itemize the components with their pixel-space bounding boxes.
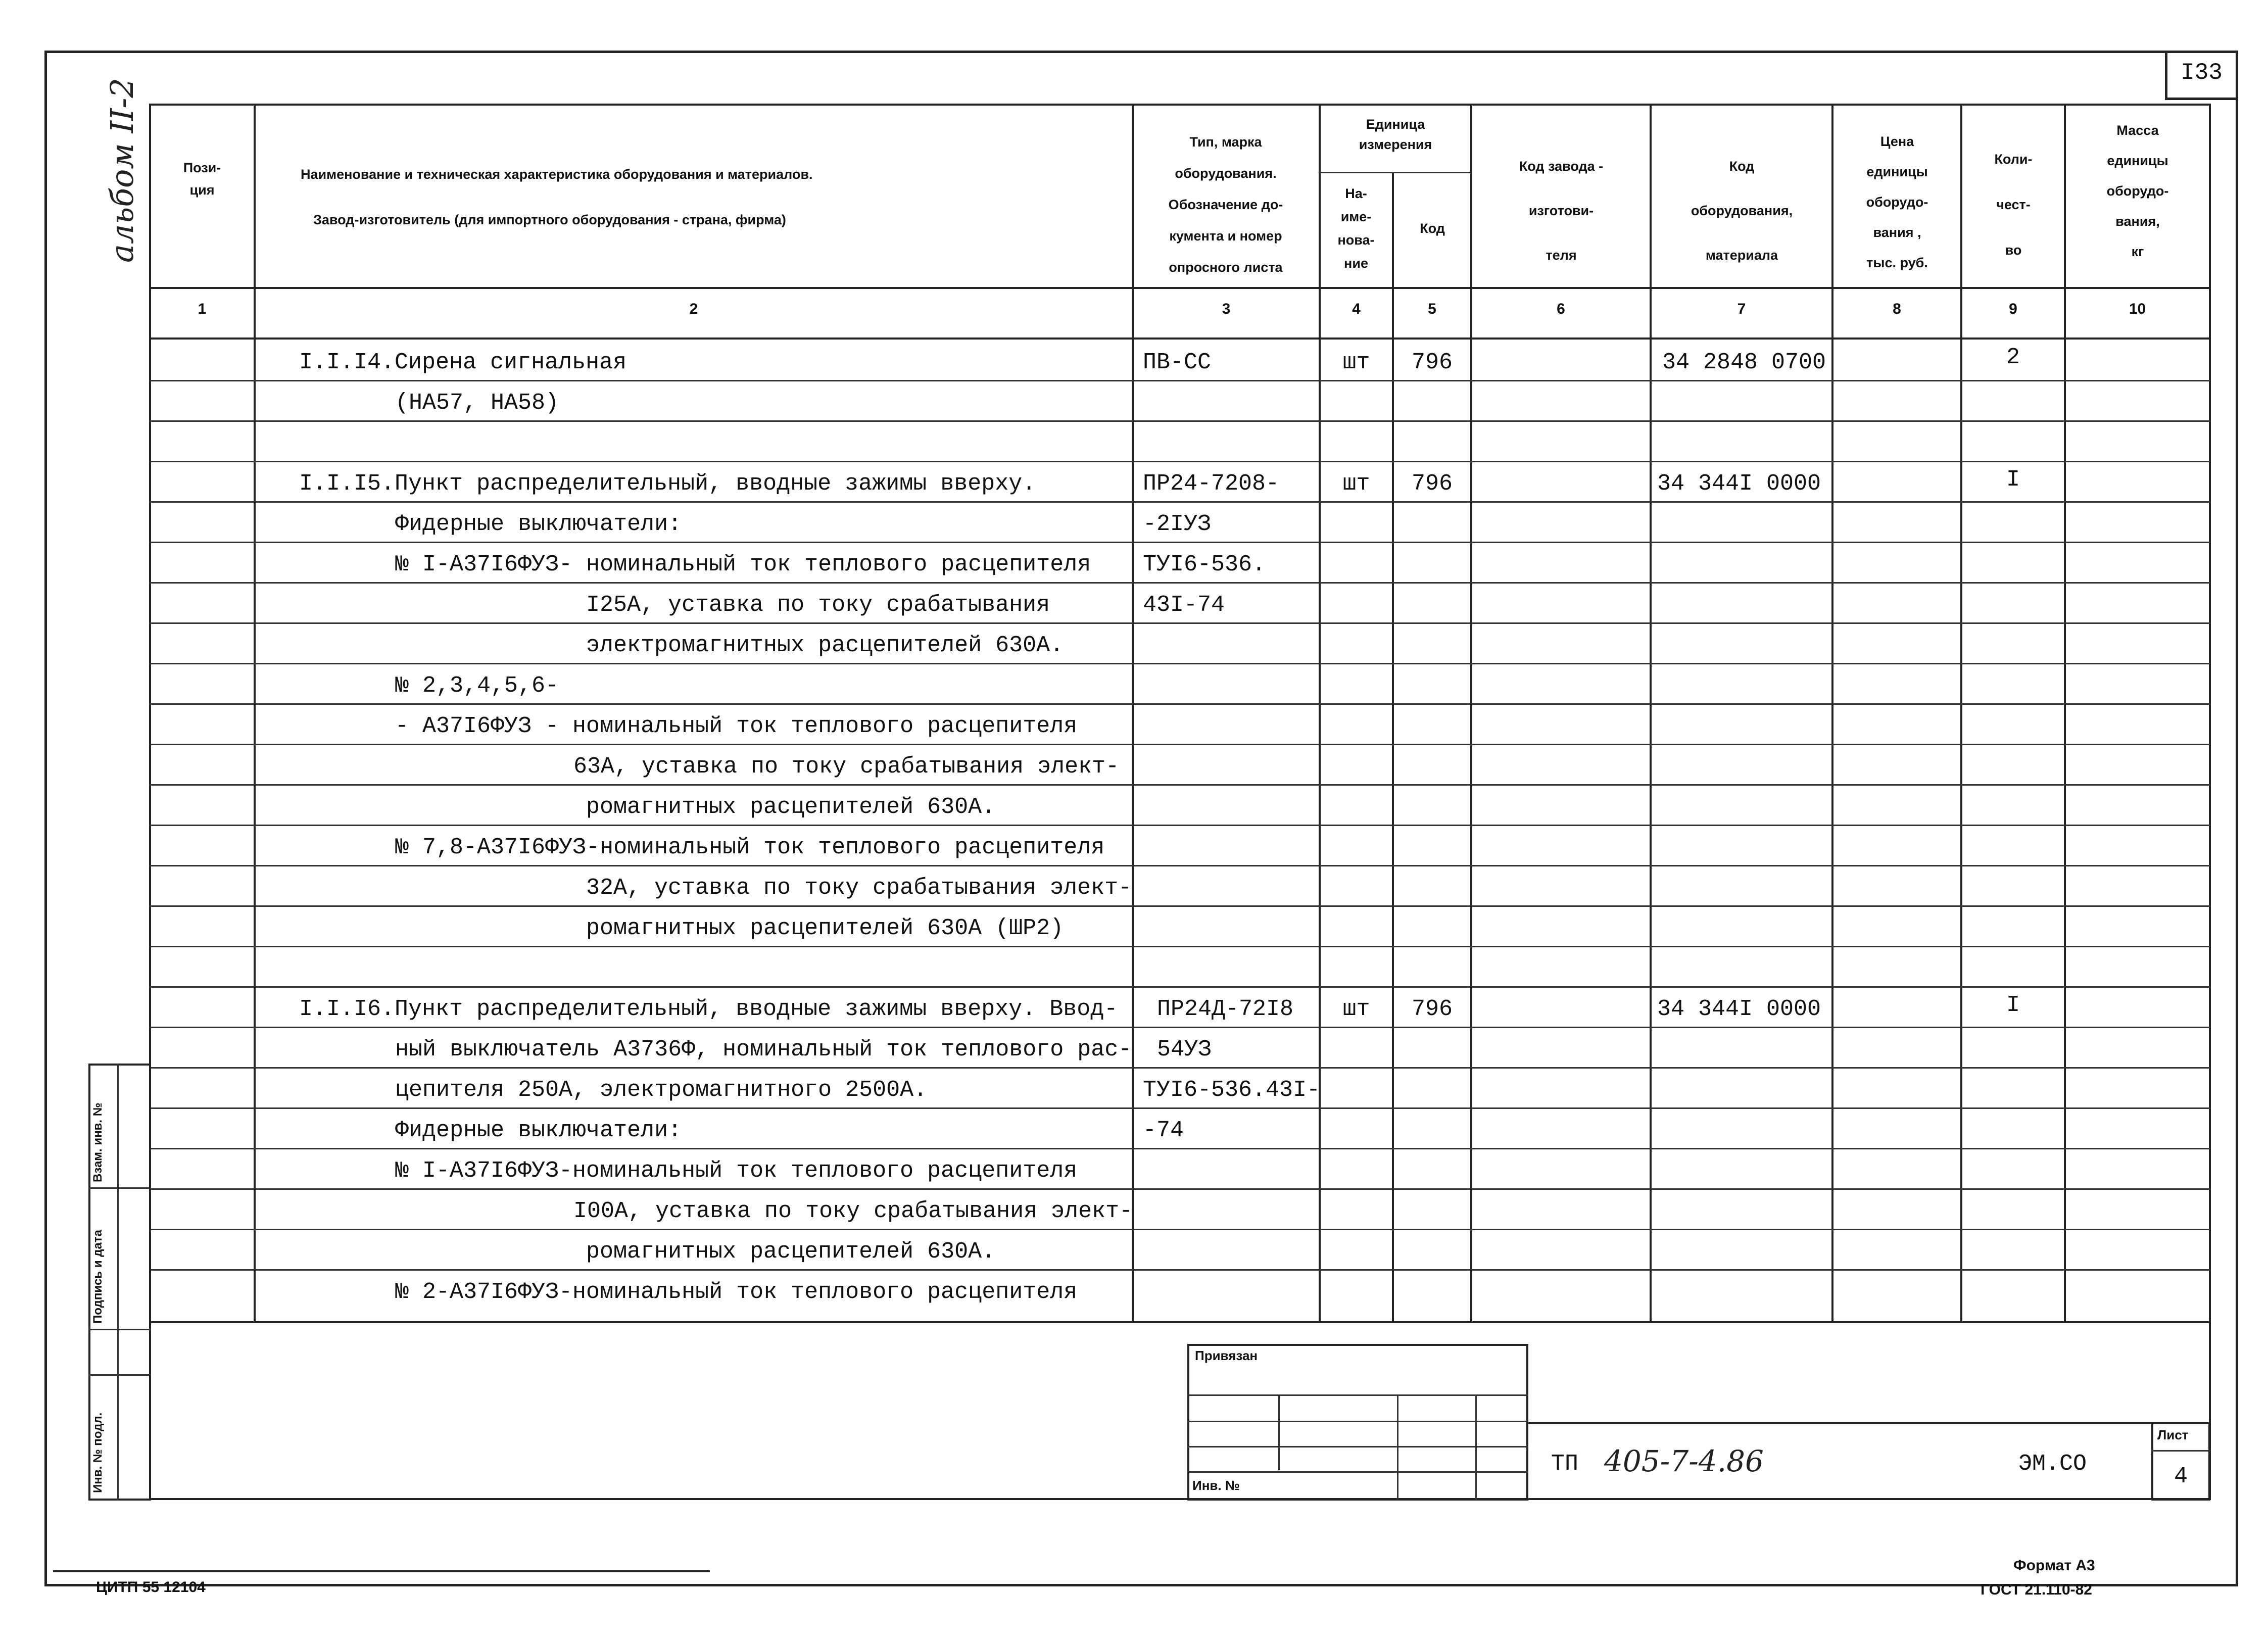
row-line — [149, 784, 2210, 786]
row-4-unit: шт — [1342, 471, 1370, 497]
row-line — [149, 1269, 2210, 1271]
row-12-name: ромагнитных расцепителей 630А. — [586, 794, 996, 820]
col-sep-9 — [2064, 104, 2066, 1323]
header-col1: Пози- ция — [183, 160, 221, 198]
row-line — [149, 542, 2210, 543]
row-24-name: № 2-А37I6ФУЗ-номинальный ток теплового расцепителя — [395, 1279, 1078, 1305]
row-17-type: ПР24Д-72I8 — [1157, 996, 1294, 1022]
row-18-name: ный выключатель А3736Ф, номинальный ток теплового рас- — [395, 1037, 1132, 1063]
column-number-3: 3 — [1222, 301, 1231, 317]
row-line — [149, 1027, 2210, 1028]
left-stamp-vzam-inv: Взам. инв. № — [91, 1102, 105, 1182]
row-line — [149, 946, 2210, 947]
row-1-equip-code: 34 2848 0700 — [1662, 350, 1826, 375]
left-stamp-inv-podl: Инв. № подл. — [91, 1412, 105, 1493]
row-9-name: № 2,3,4,5,6- — [395, 673, 559, 699]
row-20-name: Фидерные выключатели: — [395, 1118, 682, 1143]
row-1-unit: шт — [1342, 350, 1370, 375]
header-col2: Наименование и техническая характеристика оборудования и материалов. Завод-изготовитель (для импортного оборудования - страна, фирма) — [301, 167, 813, 227]
row-line — [149, 1107, 2210, 1109]
row-line — [149, 986, 2210, 988]
table-right-border — [2209, 104, 2211, 1500]
header-col3: Тип, марка оборудования. Обозначение до- кумента и номер опросного листа — [1168, 134, 1283, 275]
row-21-name: № I-А37I6ФУЗ-номинальный ток теплового расцепителя — [395, 1158, 1078, 1184]
header-col6: Код завода - изготови- теля — [1519, 159, 1604, 263]
stamp-list-label: Лист — [2157, 1427, 2189, 1442]
column-number-1: 1 — [198, 301, 207, 317]
row-17-unit: шт — [1342, 996, 1370, 1022]
row-4-equip-code: 34 344I 0000 — [1657, 471, 1821, 497]
stamp-vline — [1475, 1394, 1477, 1500]
row-line — [149, 420, 2210, 422]
stamp-list-divider — [2151, 1450, 2210, 1452]
header-col4: На- име- нова- ние — [1337, 186, 1375, 271]
footer-left-code: ЦИТП 55 12104 — [96, 1579, 206, 1596]
row-line — [149, 380, 2210, 381]
left-stamp-signature-date: Подпись и дата — [91, 1230, 105, 1324]
row-1-type: ПВ-СС — [1143, 350, 1212, 375]
row-4-type: ПР24-7208- — [1143, 471, 1280, 497]
row-7-name: I25А, уставка по току срабатывания — [586, 592, 1050, 618]
row-18-type: 54УЗ — [1157, 1037, 1212, 1063]
col-sep-8 — [1960, 104, 1962, 1323]
left-stamp-line — [88, 1374, 151, 1376]
row-5-type: -2IУЗ — [1143, 511, 1212, 537]
left-stamp-line — [88, 1329, 151, 1330]
row-line — [149, 865, 2210, 866]
col-sep-4 — [1392, 172, 1394, 1323]
stamp-privyazan-box — [1187, 1344, 1528, 1501]
footer-left-rule — [53, 1570, 710, 1572]
row-14-name: 32А, уставка по току срабатывания элект- — [586, 875, 1132, 901]
col-sep-3 — [1319, 104, 1321, 1323]
row-line — [149, 905, 2210, 907]
unit-subheader-line — [1319, 172, 1470, 173]
left-stamp-divider — [117, 1064, 119, 1501]
header-col7: Код оборудования, материала — [1691, 159, 1793, 263]
header-col9: Коли- чест- во — [1994, 152, 2033, 258]
row-11-name: 63А, уставка по току срабатывания элект- — [573, 754, 1120, 780]
stamp-line — [1187, 1394, 1528, 1396]
stamp-doc-code-handwritten: 405-7-4.86 — [1604, 1444, 1764, 1478]
row-line — [149, 825, 2210, 826]
column-number-10: 10 — [2129, 301, 2146, 317]
row-19-type: ТУI6-536.43I- — [1143, 1077, 1321, 1103]
column-number-5: 5 — [1428, 301, 1436, 317]
stamp-vline — [1397, 1394, 1398, 1500]
row-line — [149, 1188, 2210, 1190]
row-15-name: ромагнитных расцепителей 630А (ШР2) — [586, 915, 1064, 941]
row-8-name: электромагнитных расцепителей 630А. — [586, 633, 1064, 658]
stamp-privyazan-label: Привязан — [1195, 1348, 1258, 1363]
row-line — [149, 744, 2210, 745]
row-7-type: 43I-74 — [1143, 592, 1225, 618]
column-number-9: 9 — [2009, 301, 2017, 317]
col-sep-6 — [1650, 104, 1652, 1323]
row-4-name: I.I.I5.Пункт распределительный, вводные зажимы вверху. — [299, 471, 1036, 497]
table-top-border — [149, 104, 2210, 106]
header-col10: Масса единицы оборудо- вания, кг — [2106, 123, 2169, 259]
row-line — [149, 582, 2210, 584]
col-sep-2 — [1132, 104, 1134, 1323]
footer-gost: ГОСТ 21.110-82 — [1981, 1581, 2092, 1598]
row-17-qty: I — [2006, 992, 2020, 1018]
row-line — [149, 1067, 2210, 1069]
row-13-name: № 7,8-А37I6ФУЗ-номинальный ток теплового расцепителя — [395, 835, 1105, 860]
stamp-line — [1187, 1446, 1528, 1447]
header-bottom-border — [149, 287, 2210, 289]
header-col8: Цена единицы оборудо- вания , тыс. руб. — [1866, 134, 1928, 270]
row-line — [149, 1148, 2210, 1149]
row-1-name: I.I.I4.Сирена сигнальная — [299, 350, 627, 375]
row-19-name: цепителя 250А, электромагнитного 2500А. — [395, 1077, 928, 1103]
stamp-list-number: 4 — [2174, 1464, 2188, 1489]
column-number-7: 7 — [1737, 301, 1746, 317]
handwritten-margin-note: альбом II-2 — [104, 78, 140, 263]
row-1-qty: 2 — [2006, 345, 2020, 370]
row-line — [149, 703, 2210, 705]
stamp-line — [1187, 1421, 1528, 1422]
table-bottom-border — [149, 1321, 2210, 1323]
column-number-8: 8 — [1893, 301, 1901, 317]
stamp-inv-no-label: Инв. № — [1192, 1478, 1240, 1493]
row-10-name: - А37I6ФУЗ - номинальный ток теплового расцепителя — [395, 713, 1078, 739]
row-line — [149, 1229, 2210, 1230]
col-sep-1 — [254, 104, 256, 1323]
row-20-type: -74 — [1143, 1118, 1184, 1143]
row-17-name: I.I.I6.Пункт распределительный, вводные зажимы вверху. Ввод- — [299, 996, 1118, 1022]
row-4-code: 796 — [1411, 471, 1453, 497]
row-4-qty: I — [2006, 467, 2020, 493]
header-col5: Код — [1420, 221, 1445, 236]
sheet-bottom-border — [149, 1498, 2210, 1500]
row-line — [149, 663, 2210, 664]
column-number-4: 4 — [1352, 301, 1361, 317]
row-17-equip-code: 34 344I 0000 — [1657, 996, 1821, 1022]
row-23-name: ромагнитных расцепителей 630А. — [586, 1239, 996, 1265]
row-22-name: I00А, уставка по току срабатывания элект- — [573, 1198, 1133, 1224]
row-2-name: (НА57, НА58) — [395, 390, 559, 416]
header-unit-group: Единица измерения — [1359, 117, 1432, 152]
footer-format: Формат А3 — [2013, 1557, 2095, 1574]
col-sep-7 — [1831, 104, 1833, 1323]
row-5-name: Фидерные выключатели: — [395, 511, 682, 537]
row-line — [149, 501, 2210, 503]
row-17-code: 796 — [1411, 996, 1453, 1022]
row-6-type: ТУI6-536. — [1143, 552, 1266, 577]
stamp-doc-code-top — [1528, 1422, 2210, 1424]
row-6-name: № I-А37I6ФУЗ- номинальный ток теплового расцепителя — [395, 552, 1091, 577]
stamp-vline — [1278, 1394, 1280, 1470]
stamp-doc-suffix: ЭМ.СО — [2018, 1451, 2087, 1477]
row-line — [149, 461, 2210, 462]
column-number-2: 2 — [689, 301, 698, 317]
corner-sheet-number: I33 — [2181, 60, 2223, 86]
stamp-doc-prefix: ТП — [1551, 1451, 1579, 1477]
row-1-code: 796 — [1411, 350, 1453, 375]
row-line — [149, 622, 2210, 624]
column-number-6: 6 — [1557, 301, 1565, 317]
col-sep-5 — [1470, 104, 1472, 1323]
left-stamp-line — [88, 1187, 151, 1189]
stamp-line — [1187, 1471, 1528, 1473]
colnum-bottom-border — [149, 337, 2210, 340]
